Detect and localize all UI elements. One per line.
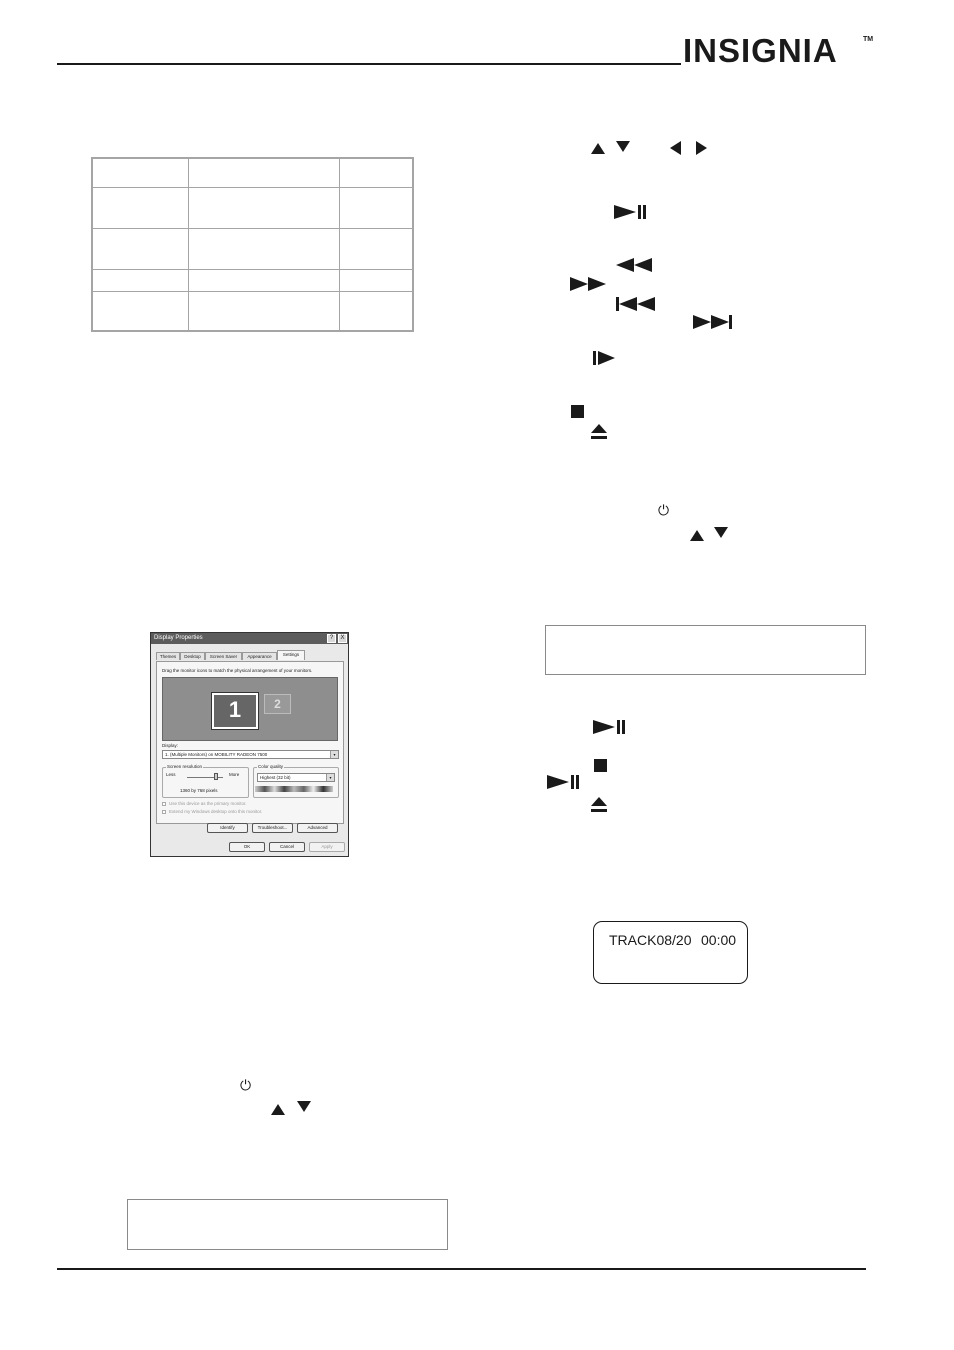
resolution-group-label: Screen resolution xyxy=(167,764,203,769)
brand-logo xyxy=(683,32,874,69)
resolution-less-label: Less xyxy=(166,772,176,777)
chevron-down-icon: ▾ xyxy=(330,751,338,758)
color-quality-label: Color quality xyxy=(258,764,284,769)
primary-monitor-checkbox[interactable] xyxy=(162,802,166,806)
advanced-button[interactable]: Advanced xyxy=(297,823,338,833)
play-pause-icon xyxy=(593,720,627,734)
note-box xyxy=(127,1199,448,1250)
power-icon: ⏻ xyxy=(658,503,670,519)
eject-icon xyxy=(590,424,608,440)
eject-icon xyxy=(590,797,608,813)
close-button[interactable]: X xyxy=(338,634,347,643)
instruction-text: Drag the monitor icons to match the physical arrangement of your monitors. xyxy=(162,668,313,673)
right-triangle-icon xyxy=(696,141,707,155)
play-pause-icon xyxy=(614,205,648,219)
color-preview-bar xyxy=(255,786,333,792)
table-row-divider xyxy=(93,291,412,292)
display-select-value: 1. (Multiple Monitors) on MOBILITY RADEON 7500 xyxy=(165,752,268,757)
stop-icon xyxy=(594,759,607,772)
tab-themes[interactable]: Themes xyxy=(156,652,180,660)
color-quality-select[interactable] xyxy=(257,773,335,782)
troubleshoot-button[interactable]: Troubleshoot... xyxy=(252,823,293,833)
table-col-divider xyxy=(188,159,189,330)
previous-track-icon xyxy=(616,297,658,311)
tab-screen-saver[interactable]: Screen Saver xyxy=(205,652,242,660)
identify-button[interactable]: Identify xyxy=(207,823,248,833)
ok-button[interactable]: OK xyxy=(229,842,265,852)
up-triangle-icon xyxy=(271,1104,285,1115)
stop-icon xyxy=(571,405,584,418)
display-select[interactable] xyxy=(162,750,339,759)
down-triangle-icon xyxy=(714,527,728,538)
color-quality-group xyxy=(253,767,339,798)
dialog-titlebar xyxy=(151,633,348,644)
header-rule xyxy=(57,63,681,65)
display-properties-screenshot xyxy=(150,632,349,857)
play-pause-icon xyxy=(547,775,581,789)
lcd-display xyxy=(593,921,748,984)
rewind-icon xyxy=(616,258,656,272)
next-track-icon xyxy=(693,315,735,329)
table-row-divider xyxy=(93,187,412,188)
table-col-divider xyxy=(339,159,340,330)
cancel-button[interactable]: Cancel xyxy=(269,842,305,852)
up-triangle-icon xyxy=(591,143,605,154)
extend-desktop-label: Extend my Windows desktop onto this monitor. xyxy=(169,809,263,814)
step-icon xyxy=(593,351,617,365)
chevron-down-icon: ▾ xyxy=(326,774,334,781)
brand-name: INSIGNIA xyxy=(683,32,838,69)
monitor-1[interactable]: 1 xyxy=(212,693,258,729)
note-box xyxy=(545,625,866,675)
left-triangle-icon xyxy=(670,141,681,155)
table-row-divider xyxy=(93,228,412,229)
primary-monitor-label: Use this device as the primary monitor. xyxy=(169,801,247,806)
tab-appearance[interactable]: Appearance xyxy=(242,652,277,660)
footer-rule xyxy=(57,1268,866,1270)
resolution-value: 1360 by 768 pixels xyxy=(180,788,218,793)
tab-desktop[interactable]: Desktop xyxy=(180,652,205,660)
down-triangle-icon xyxy=(297,1101,311,1112)
dialog-title: Display Properties xyxy=(154,635,203,641)
color-quality-value: Highest (32 bit) xyxy=(260,775,291,780)
spec-table xyxy=(91,157,414,332)
monitor-2[interactable]: 2 xyxy=(264,694,291,714)
up-triangle-icon xyxy=(690,530,704,541)
help-button[interactable]: ? xyxy=(327,634,336,643)
fast-forward-icon xyxy=(570,277,610,291)
resolution-slider-handle[interactable] xyxy=(214,773,218,780)
extend-desktop-checkbox[interactable] xyxy=(162,810,166,814)
power-icon: ⏻ xyxy=(240,1078,252,1094)
trademark: TM xyxy=(863,36,874,43)
down-triangle-icon xyxy=(616,141,630,152)
tab-settings[interactable]: Settings xyxy=(277,650,305,660)
display-label: Display: xyxy=(162,743,179,748)
lcd-track: TRACK08/20 xyxy=(609,932,692,948)
apply-button[interactable]: Apply xyxy=(309,842,345,852)
monitor-arrangement[interactable] xyxy=(162,677,338,741)
resolution-more-label: More xyxy=(229,772,240,777)
table-row-divider xyxy=(93,269,412,270)
lcd-time: 00:00 xyxy=(701,932,737,948)
